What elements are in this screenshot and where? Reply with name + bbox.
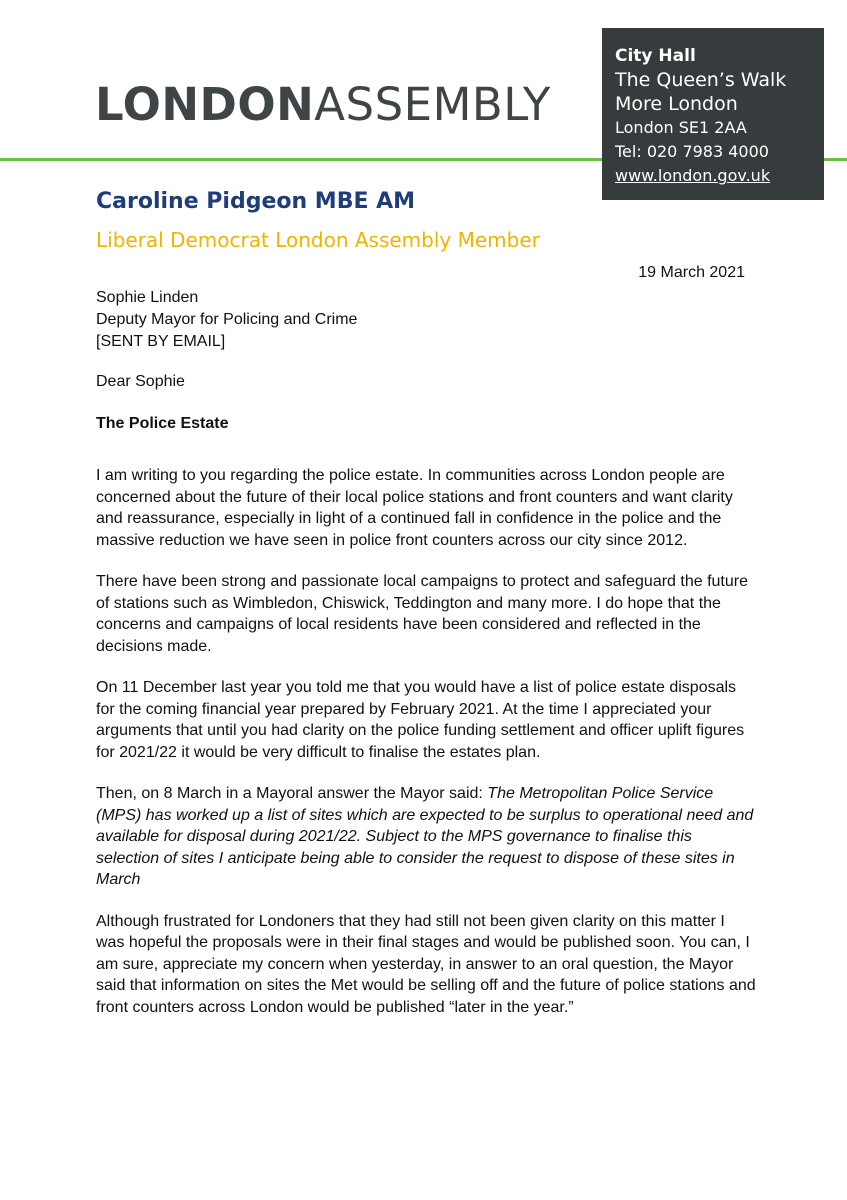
member-name: Caroline Pidgeon MBE AM bbox=[96, 189, 416, 214]
paragraph-5: Although frustrated for Londoners that they had still not been given clarity on this matter I was hopeful the proposals were in their final stages and would be published soon. You can, I am sure, appreciate my concern when yesterday, in answer to an oral question, the Mayor said that information on sites the Met would be selling off and the future of police stations and front counters across London would be published “later in the year.” bbox=[96, 912, 756, 1016]
logo-bold-text: LONDON bbox=[95, 78, 315, 131]
recipient-title: Deputy Mayor for Policing and Crime bbox=[96, 311, 358, 328]
address-box bbox=[602, 28, 824, 200]
paragraph-3: On 11 December last year you told me that you would have a list of police estate disposals for the coming financial year prepared by February 2021. At the time I appreciated your arguments that until you had clarity on the police funding settlement and officer uplift figures for 2021/22 it would be very difficult to finalise the estates plan. bbox=[96, 679, 745, 761]
paragraph-4 bbox=[96, 783, 756, 891]
mayor-quote: The Metropolitan Police Service (MPS) has worked up a list of sites which are expected to be surplus to operational need and available for disposal during 2021/22. Subject to the MPS governance to finalise this selection of sites I anticipate being able to consider the request to dispose of these sites in March bbox=[96, 785, 754, 888]
london-assembly-logo bbox=[95, 78, 551, 131]
letter-body bbox=[96, 465, 756, 1038]
recipient-name: Sophie Linden bbox=[96, 289, 199, 306]
address-line-1: City Hall bbox=[615, 46, 696, 66]
address-phone: Tel: 020 7983 4000 bbox=[615, 142, 769, 161]
address-line-2: The Queen’s Walk bbox=[615, 69, 787, 91]
member-role: Liberal Democrat London Assembly Member bbox=[96, 228, 540, 252]
letter-date: 19 March 2021 bbox=[638, 264, 745, 281]
letter-subject: The Police Estate bbox=[96, 415, 229, 432]
logo-light-text: ASSEMBLY bbox=[314, 78, 551, 131]
address-line-4: London SE1 2AA bbox=[615, 118, 747, 137]
paragraph-2: There have been strong and passionate local campaigns to protect and safeguard the future of stations such as Wimbledon, Chiswick, Teddington and many more. I do hope that the concerns and campaigns of local residents have been considered and reflected in the decisions made. bbox=[96, 573, 748, 655]
recipient-note: [SENT BY EMAIL] bbox=[96, 333, 226, 350]
salutation: Dear Sophie bbox=[96, 373, 185, 390]
paragraph-4-intro: Then, on 8 March in a Mayoral answer the Mayor said: bbox=[96, 785, 488, 802]
website-link[interactable]: www.london.gov.uk bbox=[615, 166, 771, 185]
address-line-3: More London bbox=[615, 93, 738, 115]
paragraph-1: I am writing to you regarding the police estate. In communities across London people are concerned about the future of their local police stations and front counters and want clarity and reassurance, especially in light of a continued fall in confidence in the police and the massive reduction we have seen in police front counters across our city since 2012. bbox=[96, 467, 733, 549]
recipient-block bbox=[96, 287, 357, 353]
